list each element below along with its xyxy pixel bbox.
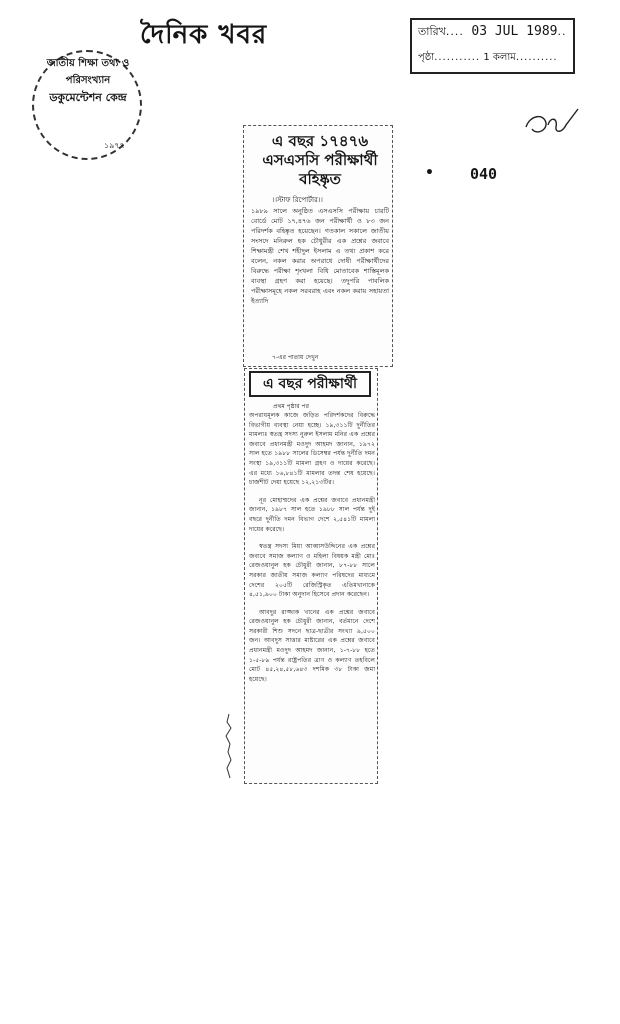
paragraph: আবদুর রাজ্জাক খানের এক প্রশ্নের জবাবে রেজওয়ানুল হক চৌধুরী জানান, বর্তমানে দেশে সরকারী শিশু সদনে ছাত্র-ছাত্রীর সংখ্যা ৯,৫০০ জন। আবদুস সাত্তার মাষ্টারের এক প্রশ্নের জবাবে প্রধানমন্ত্রী মওদুদ আহমদ জানান, ১-৭-৮৮ হতে ১-৫-৮৯ পর্যন্ত রাষ্ট্রপতির ত্রাণ ও কল্যাণ তহবিলে মোট ৪৫,২৪,৫৮,৬৪৩ দশমিক ৩৮ টাকা জমা হয়েছে।	[249, 608, 375, 683]
continuation-body	[249, 411, 375, 692]
continuation-headline: এ বছর পরীক্ষার্থী	[249, 371, 371, 397]
page-row: পৃষ্ঠা........... 1 কলাম..........	[418, 52, 558, 63]
documentation-center-seal	[32, 50, 142, 160]
clipping-headline: এ বছর ১৭৪৭৬ এসএসসি পরীক্ষার্থী বহিষ্কৃত	[262, 132, 378, 188]
seal-ring-text: জাতীয় শিক্ষা তথ্য ও পরিসংখ্যান	[46, 58, 130, 86]
page-label: পৃষ্ঠা	[418, 52, 435, 63]
paragraph: স্বতন্ত্র সদস্য মিয়া আব্বাসউদ্দিনের এক প্রশ্নের জবাবে সমাজ কল্যাণ ও মহিলা বিষয়ক মন্ত্রী মোঃ রেজওয়ানুল হক চৌধুরী জানান, ৮৭-৮৮ সালে সরকার জাতীয় সমাজ কল্যাণ পরিষদের মাধ্যমে দেশের ২০৫টি রেজিস্ট্রিকৃত এতিমখানাকে ৪,৫১,৯০০ টাকা অনুদান হিসেবে প্রদান করেছেন।	[249, 543, 375, 599]
column-label: কলাম	[492, 52, 516, 63]
date-row: তারিখ.... 03 JUL 1989..	[418, 24, 567, 39]
date-stamp	[410, 18, 575, 74]
page-value: 1	[483, 52, 490, 63]
newspaper-masthead: দৈনিক খবর	[140, 20, 268, 50]
paragraph: অপরাধমূলক কাজে জড়িত পরিদর্শকদের বিরুদ্ধে বিভাগীয় ব্যবস্থা নেয়া হচ্ছে। ১৯,৩১১টি দুর্নীতির মামলাঃ স্বতন্ত্র সদস্য নুরুল ইসলাম মনির এক প্রশ্নের জবাবে প্রধানমন্ত্রী মওদুদ আহমদ জানান, ১৯৭২ সাল হতে ১৯৮৮ সালের ডিসেম্বর পর্যন্ত দুর্নীতি দমন সংস্থা ১৯,৩১১টি মামলা গ্রহণ ও দায়ের করেছে। এর মধ্যে ১৬,৮৪১টি মামলার তদন্ত শেষ হয়েছে। চার্জশীট দেয়া হয়েছে ১২,২১৩টির।	[249, 412, 375, 487]
continued-from-note: প্রথম পৃষ্ঠার পর	[273, 403, 309, 410]
continued-note: ৭-এর পাতায় দেখুন	[272, 354, 319, 361]
paragraph: নূর মোহাম্মদের এক প্রশ্নের জবাবে প্রধানমন্ত্রী জানান, ১৯৮৭ সাল হতে ১৯৮৮ সাল পর্যন্ত দুই বছরে দুর্নীতি দমন বিভাগ দেশে ২,৫৪১টি মামলা দায়ের করেছে।	[249, 496, 375, 533]
reporter-credit: ।।স্টাফ রিপোর্টার।।	[272, 196, 323, 204]
margin-scribble-icon	[222, 712, 236, 782]
news-clipping-continued	[244, 368, 378, 784]
date-value: 03 JUL 1989	[471, 24, 558, 39]
news-clipping-front	[243, 125, 393, 367]
handwritten-note-icon	[520, 105, 582, 141]
dot-mark: •	[425, 165, 434, 181]
clipping-body: ১৯৮৯ সালে অনুষ্ঠিত এসএসসি পরীক্ষায় চারটি বোর্ডে মোট ১৭,৪৭৬ জন পরীক্ষার্থী ও ৮৩ জন পরিদর্শক বহিষ্কৃত হয়েছেন। গতকাল সকালে জাতীয় সংসদে মনিরুল হক চৌধুরীর এক প্রশ্নের জবাবে শিক্ষামন্ত্রী শেখ শহীদুল ইসলাম এ তথ্য প্রকাশ করে বলেন, নকল করার অপরাধে দোষী পরীক্ষার্থীদের বিরুদ্ধে পরীক্ষা শৃংখলা বিধি মোতাবেক শাস্তিমূলক ব্যবস্থা গ্রহণ করা হয়েছে। তদুপরি পাবলিক পরীক্ষাসমূহে নকল সরবরাহ এবং নকল করায় সহায়তা ইত্যাদি	[251, 207, 389, 305]
seal-center-text: ডকুমেন্টেশন কেন্দ্র	[49, 91, 127, 104]
seal-year: ১৯৭৭	[104, 141, 125, 150]
page-number: 040	[470, 165, 498, 183]
date-label: তারিখ	[418, 25, 446, 38]
